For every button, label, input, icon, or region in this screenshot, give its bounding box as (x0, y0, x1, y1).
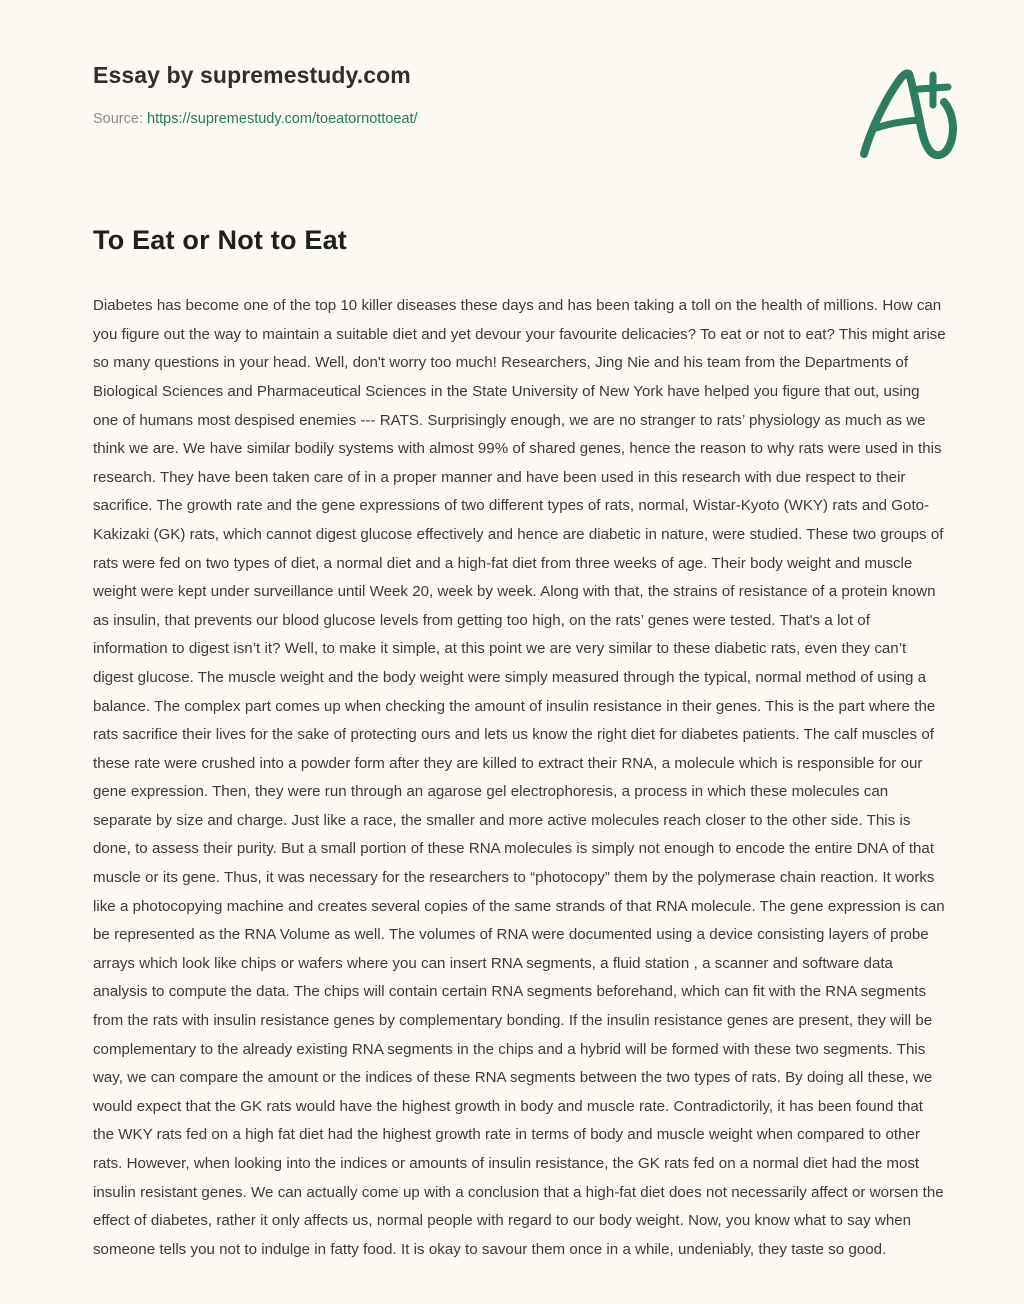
article-body-text: Diabetes has become one of the top 10 killer diseases these days and has been taking a toll on the health of millions. How can you figure out the way to maintain a suitable diet and yet devour your favourite delicacies? To eat or not to eat? This might arise so many questions in your head. Well, don't worry too much! Researchers, Jing Nie and his team from the Departments of Biological Sciences and Pharmaceutical Sciences in the State University of New York have helped you figure that out, using one of humans most despised enemies --- RATS. Surprisingly enough, we are no stranger to rats’ physiology as much as we think we are. We have similar bodily systems with almost 99% of shared genes, hence the reason to why rats were used in this research. They have been taken care of in a proper manner and have been used in this research with due respect to their sacrifice. The growth rate and the gene expressions of two different types of rats, normal, Wistar-Kyoto (WKY) rats and Goto-Kakizaki (GK) rats, which cannot digest glucose effectively and hence are diabetic in nature, were studied. These two groups of rats were fed on two types of diet, a normal diet and a high-fat diet from three weeks of age. Their body weight and muscle weight were kept under surveillance until Week 20, week by week. Along with that, the strains of resistance of a protein known as insulin, that prevents our blood glucose levels from getting too high, on the rats’ genes were tested. That's a lot of information to digest isn’t it? Well, to make it simple, at this point we are very similar to these diabetic rats, even they can’t digest glucose. The muscle weight and the body weight were simply measured through the typical, normal method of using a balance. The complex part comes up when checking the amount of insulin resistance in their genes. This is the part where the rats sacrifice their lives for the sake of protecting ours and lets us know the right diet for diabetes patients. The calf muscles of these rate were crushed into a powder form after they are killed to extract their RNA, a molecule which is responsible for our gene expression. Then, they were run through an agarose gel electrophoresis, a process in which these molecules can separate by size and charge. Just like a race, the smaller and more active molecules reach closer to the other side. This is done, to assess their purity. But a small portion of these RNA molecules is simply not enough to encode the entire DNA of that muscle or its gene. Thus, it was necessary for the researchers to “photocopy” them by the polymerase chain reaction. It works like a photocopying machine and creates several copies of the same strands of that RNA molecule. The gene expression is can be represented as the RNA Volume as well. The volumes of RNA were documented using a device consisting layers of probe arrays which look like chips or wafers where you can insert RNA segments, a fluid station , a scanner and software data analysis to compute the data. The chips will contain certain RNA segments beforehand, which can fit with the RNA segments from the rats with insulin resistance genes by complementary bonding. If the insulin resistance genes are present, they will be complementary to the already existing RNA segments in the chips and a hybrid will be formed with these two segments. This way, we can compare the amount or the indices of these RNA segments between the two types of rats. By doing all these, we would expect that the GK rats would have the highest growth in body and muscle rate. Contradictorily, it has been found that the WKY rats fed on a high fat diet had the highest growth rate in terms of body and muscle weight when compared to other rats. However, when looking into the indices or amounts of insulin resistance, the GK rats fed on a normal diet had the most insulin resistant genes. We can actually come up with a conclusion that a high-fat diet does not necessarily affect or worsen the effect of diabetes, rather it only affects us, normal people with regard to our body weight. Now, you know what to say when someone tells you not to indulge in fatty food. It is okay to savour them once in a while, undeniably, they taste so good. (93, 297, 950, 1258)
source-label: Source: (93, 110, 143, 127)
page-title: To Eat or Not to Eat (93, 225, 347, 256)
article (0, 128, 1024, 1304)
source-line (93, 110, 960, 129)
page-header (0, 0, 1024, 128)
aplus-logo-icon (850, 58, 968, 170)
essay-byline: Essay by supremestudy.com (93, 62, 411, 88)
source-url-link[interactable]: https://supremestudy.com/toeatornottoeat/ (147, 110, 418, 127)
